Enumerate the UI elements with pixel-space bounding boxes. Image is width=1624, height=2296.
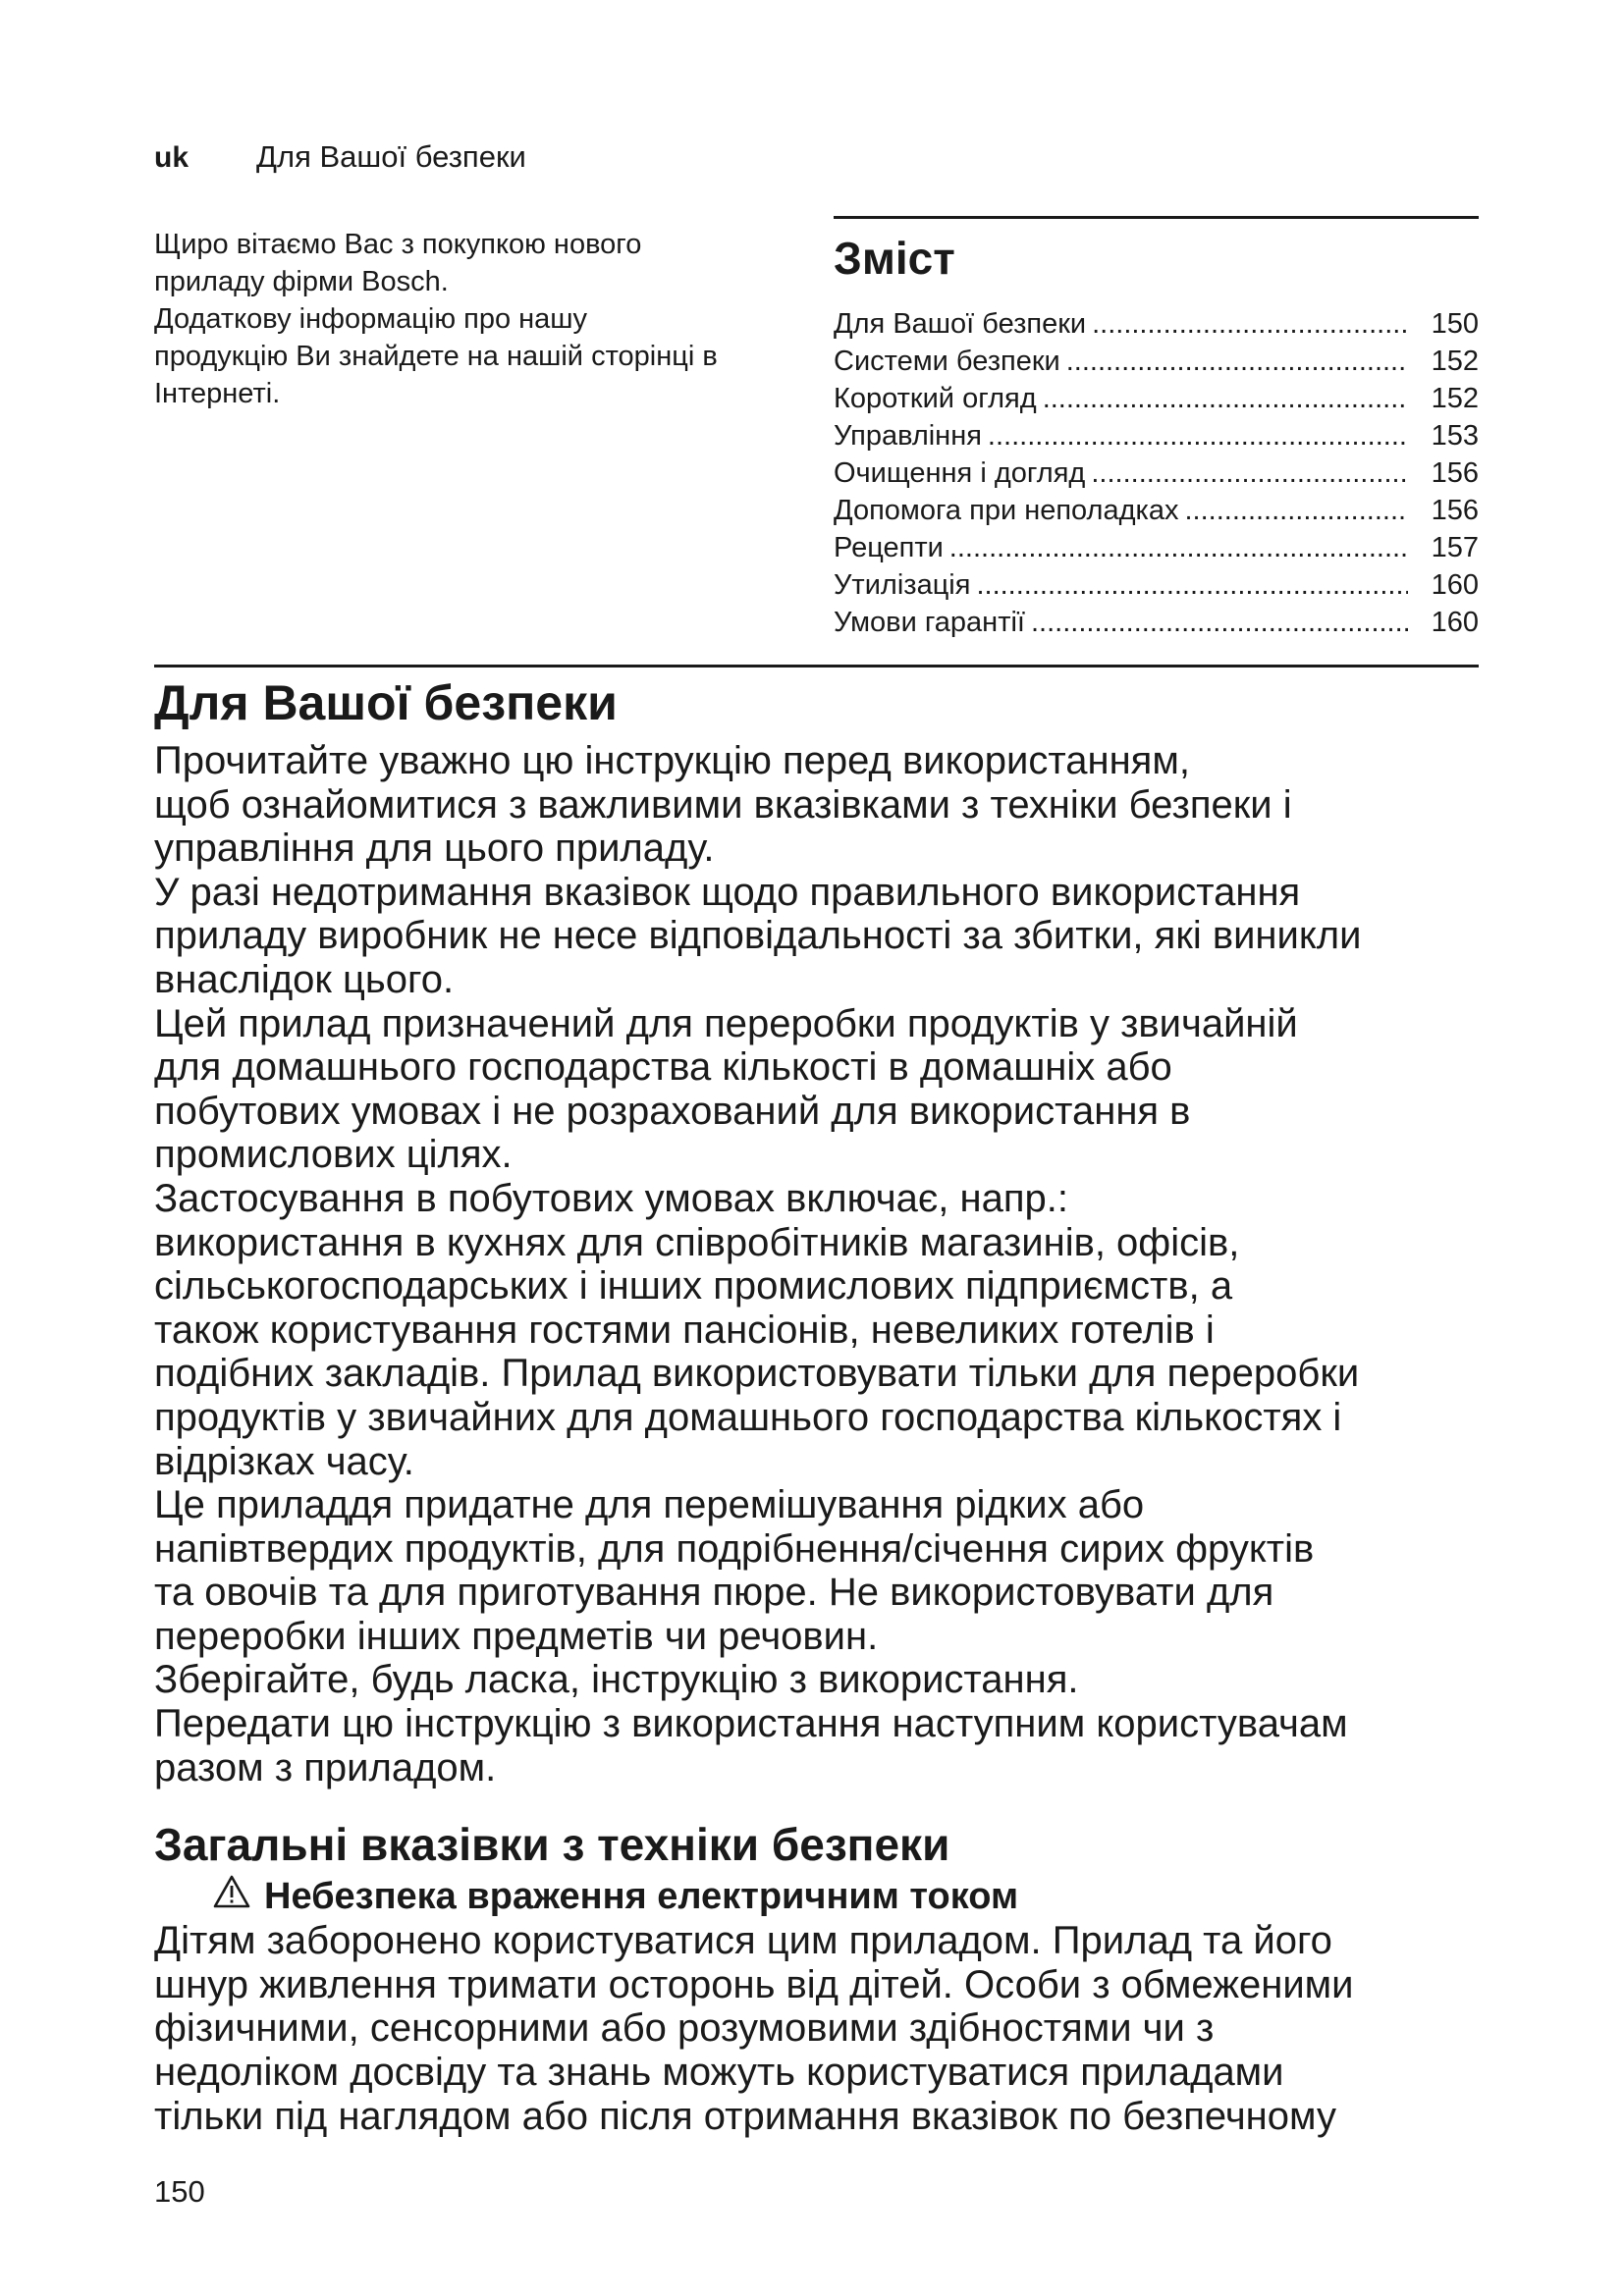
safety-line: сільськогосподарських і інших промислових підприємств, а bbox=[154, 1264, 1233, 1308]
safety-line: відрізках часу. bbox=[154, 1439, 414, 1483]
safety-line: промислових цілях. bbox=[154, 1133, 513, 1177]
page-number: 150 bbox=[154, 2174, 205, 2209]
safety-line: також користування гостями пансіонів, невеликих готелів і bbox=[154, 1308, 1215, 1352]
general-line: шнур живлення тримати осторонь від дітей. Особи з обмеженими bbox=[154, 1962, 1354, 2006]
toc-item-label: Короткий огляд bbox=[834, 383, 1037, 414]
safety-line: управління для цього приладу. bbox=[154, 827, 715, 871]
safety-text bbox=[154, 739, 1489, 1789]
safety-line: для домашнього господарства кількості в домашніх або bbox=[154, 1045, 1172, 1090]
safety-line: продуктів у звичайних для домашнього господарства кількостях і bbox=[154, 1395, 1342, 1439]
page-header bbox=[154, 137, 526, 178]
safety-line: разом з приладом. bbox=[154, 1745, 497, 1789]
intro-line: Інтернеті. bbox=[154, 378, 281, 409]
safety-line: щоб ознайомитися з важливими вказівками з техніки безпеки і bbox=[154, 782, 1292, 827]
safety-line: Це приладдя придатне для перемішування рідких або bbox=[154, 1483, 1145, 1527]
warning-heading bbox=[213, 1874, 1489, 1919]
warning-title: Небезпека враження електричним током bbox=[264, 1876, 1019, 1918]
toc-leader bbox=[1043, 380, 1408, 417]
general-safety-heading: Загальні вказівки з техніки безпеки bbox=[154, 1819, 950, 1871]
toc-item-label: Очищення і догляд bbox=[834, 457, 1086, 489]
safety-line: напівтвердих продуктів, для подрібнення/січення сирих фруктів bbox=[154, 1526, 1315, 1571]
general-line: недоліком досвіду та знань можуть користуватися приладами bbox=[154, 2051, 1284, 2095]
general-safety-text bbox=[154, 1919, 1489, 2138]
toc-leader bbox=[949, 529, 1408, 566]
toc-item-label: Системи безпеки bbox=[834, 346, 1060, 377]
safety-heading: Для Вашої безпеки bbox=[154, 675, 618, 730]
toc-item[interactable] bbox=[834, 604, 1479, 641]
toc-item[interactable] bbox=[834, 566, 1479, 604]
toc-item-page: 160 bbox=[1431, 569, 1479, 601]
safety-line: побутових умовах і не розрахований для використання в bbox=[154, 1089, 1191, 1133]
toc-item-label: Для Вашої безпеки bbox=[834, 308, 1087, 340]
toc-leader bbox=[1066, 343, 1408, 380]
toc-title: Зміст bbox=[834, 233, 955, 284]
intro-line: Щиро вітаємо Вас з покупкою нового bbox=[154, 229, 642, 260]
toc-leader bbox=[976, 566, 1408, 604]
safety-line: внаслідок цього. bbox=[154, 957, 455, 1001]
toc-leader bbox=[988, 417, 1408, 454]
safety-line: переробки інших предметів чи речовин. bbox=[154, 1614, 879, 1658]
intro-line: продукцію Ви знайдете на нашій сторінці в bbox=[154, 341, 718, 372]
toc-item-page: 152 bbox=[1431, 346, 1479, 377]
general-line: тільки під наглядом або після отримання вказівок по безпечному bbox=[154, 2094, 1336, 2138]
toc-item-label: Умови гарантії bbox=[834, 607, 1025, 638]
toc-item-label: Управління bbox=[834, 420, 982, 452]
toc-leader bbox=[1091, 454, 1408, 492]
intro-line: приладу фірми Bosch. bbox=[154, 266, 449, 297]
safety-line: Передати цю інструкцію з використання наступним користувачам bbox=[154, 1702, 1348, 1746]
toc-item[interactable] bbox=[834, 305, 1479, 343]
toc-leader bbox=[1031, 604, 1408, 641]
toc-item-page: 157 bbox=[1431, 532, 1479, 563]
general-line: фізичними, сенсорними або розумовими здібностями чи з bbox=[154, 2006, 1215, 2051]
toc-leader bbox=[1092, 305, 1408, 343]
language-code: uk bbox=[154, 141, 189, 174]
safety-line: Прочитайте уважно цю інструкцію перед використанням, bbox=[154, 739, 1190, 782]
main-content bbox=[154, 672, 1489, 2138]
toc-item-label: Утилізація bbox=[834, 569, 971, 601]
toc-item-page: 156 bbox=[1431, 457, 1479, 489]
intro-text bbox=[154, 226, 802, 412]
toc-item-label: Допомога при неполадках bbox=[834, 495, 1179, 526]
toc-item[interactable] bbox=[834, 454, 1479, 492]
toc-item[interactable] bbox=[834, 343, 1479, 380]
safety-line: подібних закладів. Прилад використовувати тільки для переробки bbox=[154, 1352, 1360, 1396]
safety-line: Зберігайте, будь ласка, інструкцію з використання. bbox=[154, 1658, 1079, 1702]
safety-line: У разі недотримання вказівок щодо правильного використання bbox=[154, 870, 1301, 914]
general-line: Дітям заборонено користуватися цим приладом. Прилад та його bbox=[154, 1919, 1332, 1963]
toc-item-page: 150 bbox=[1431, 308, 1479, 340]
safety-line: та овочів та для приготування пюре. Не використовувати для bbox=[154, 1571, 1274, 1615]
section-divider bbox=[154, 665, 1479, 667]
warning-triangle-icon bbox=[213, 1874, 264, 1919]
table-of-contents bbox=[834, 216, 1479, 641]
header-section-title: Для Вашої безпеки bbox=[256, 139, 526, 174]
safety-line: приладу виробник не несе відповідальності за збитки, які виникли bbox=[154, 914, 1362, 958]
toc-item[interactable] bbox=[834, 529, 1479, 566]
toc-item[interactable] bbox=[834, 492, 1479, 529]
safety-line: Цей прилад призначений для переробки продуктів у звичайній bbox=[154, 1001, 1298, 1045]
toc-item-page: 156 bbox=[1431, 495, 1479, 526]
toc-leader bbox=[1184, 492, 1408, 529]
toc-item-page: 152 bbox=[1431, 383, 1479, 414]
safety-line: Застосування в побутових умовах включає, напр.: bbox=[154, 1176, 1068, 1220]
toc-item-page: 160 bbox=[1431, 607, 1479, 638]
toc-item-page: 153 bbox=[1431, 420, 1479, 452]
toc-item-label: Рецепти bbox=[834, 532, 944, 563]
safety-line: використання в кухнях для співробітників магазинів, офісів, bbox=[154, 1220, 1240, 1264]
toc-item[interactable] bbox=[834, 380, 1479, 417]
intro-line: Додаткову інформацію про нашу bbox=[154, 303, 588, 335]
toc-item[interactable] bbox=[834, 417, 1479, 454]
